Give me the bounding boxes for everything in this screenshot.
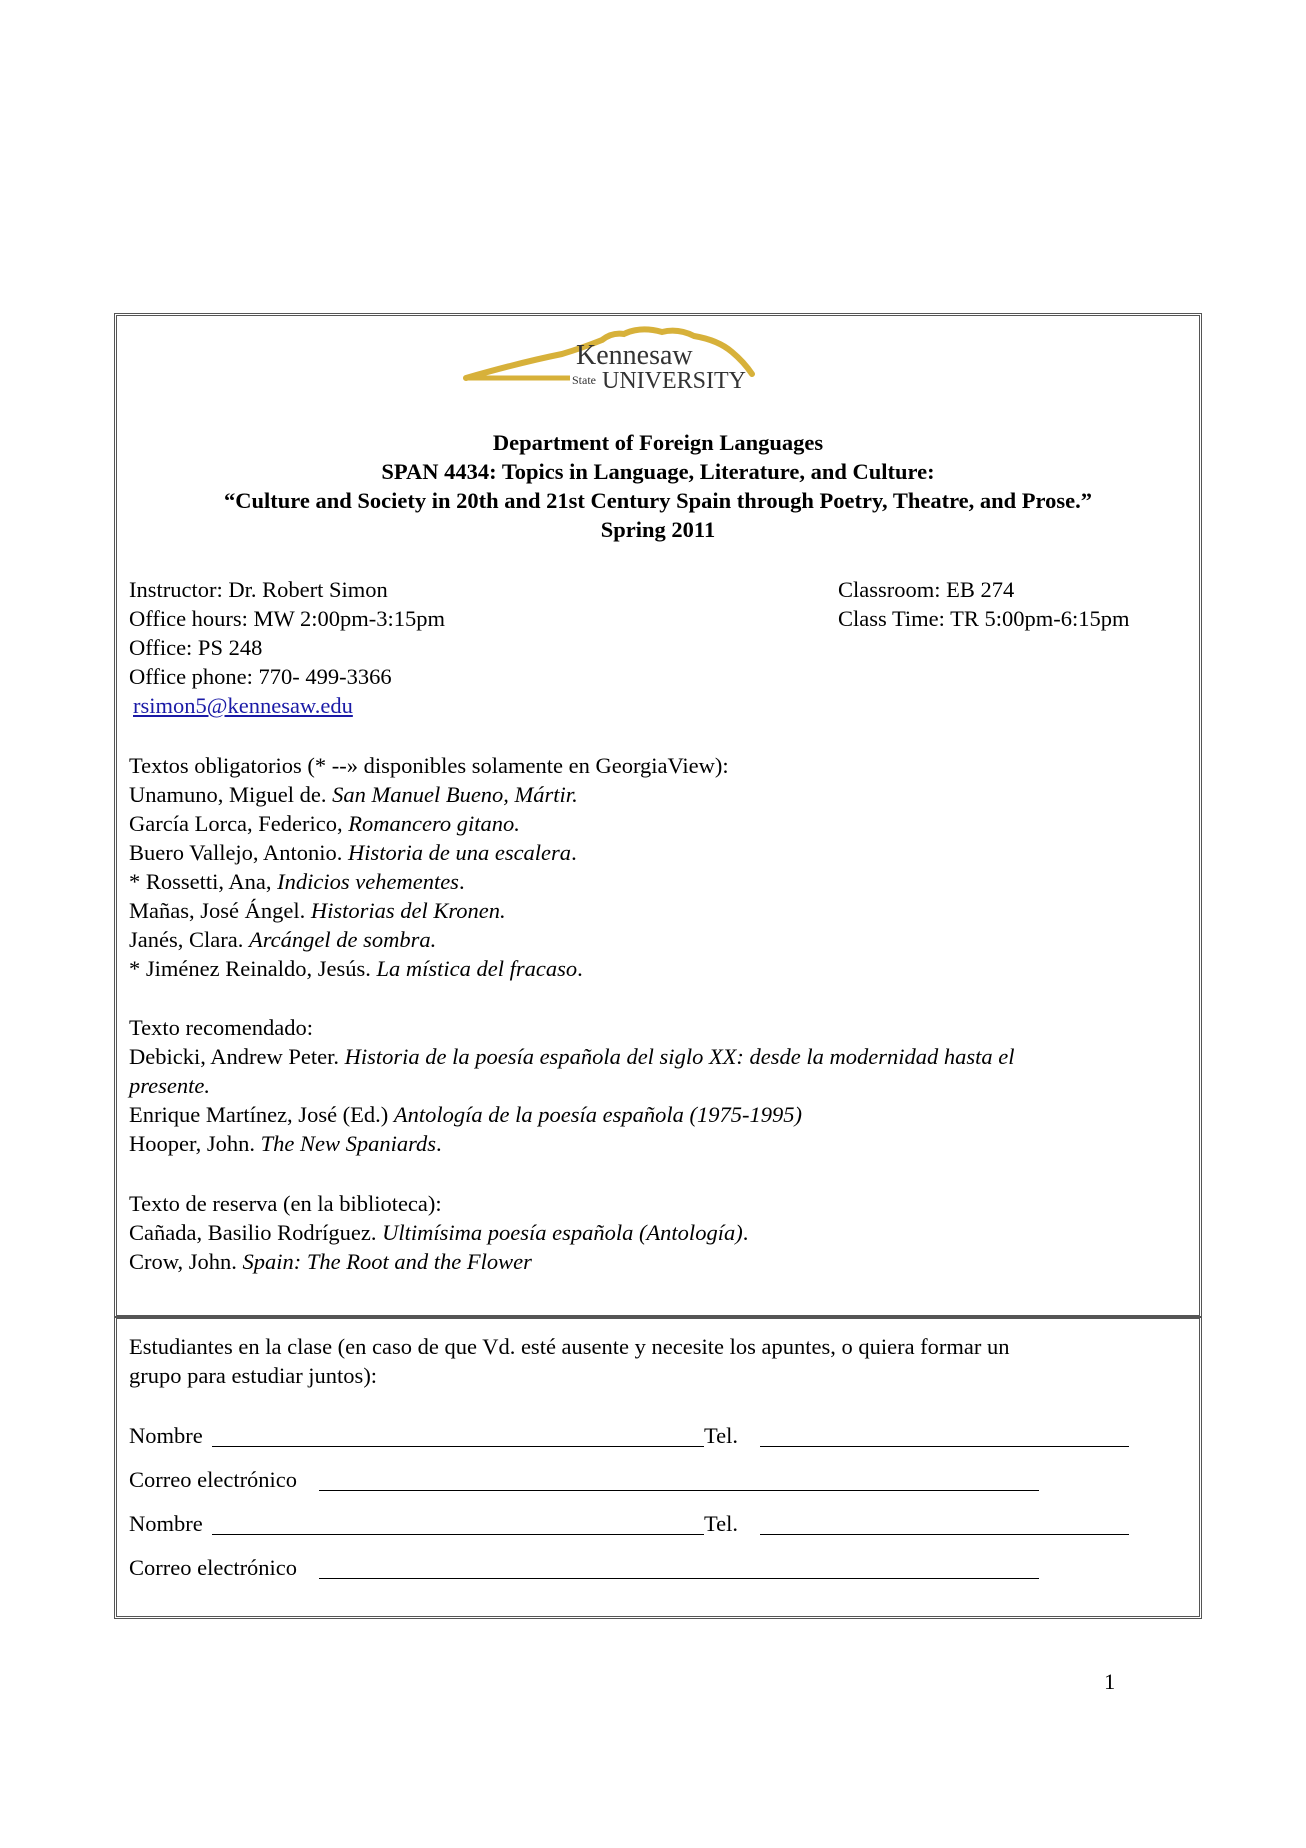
svg-text:State: State xyxy=(572,373,596,387)
name-field[interactable] xyxy=(212,1534,704,1535)
email-label: Correo electrónico xyxy=(129,1467,298,1492)
required-item: * Jiménez Reinaldo, Jesús. La mística del fracaso. xyxy=(129,956,583,981)
email-field[interactable] xyxy=(319,1490,1039,1491)
office-phone: Office phone: 770- 499-3366 xyxy=(129,664,392,689)
page-number: 1 xyxy=(1104,1669,1116,1694)
course-subtitle: “Culture and Society in 20th and 21st Century Spain through Poetry, Theatre, and Prose.” xyxy=(223,488,1092,513)
recommended-item: Debicki, Andrew Peter. Historia de la poesía española del siglo XX: desde la modernidad hasta el xyxy=(129,1044,1015,1069)
svg-text:UNIVERSITY: UNIVERSITY xyxy=(602,368,746,394)
name-label: Nombre xyxy=(129,1511,203,1536)
office: Office: PS 248 xyxy=(129,635,263,660)
svg-text:Kennesaw: Kennesaw xyxy=(576,340,693,371)
recommended-item: Enrique Martínez, José (Ed.) Antología de la poesía española (1975-1995) xyxy=(129,1102,802,1127)
reserve-item: Cañada, Basilio Rodríguez. Ultimísima poesía española (Antología). xyxy=(129,1220,749,1245)
recommended-heading: Texto recomendado: xyxy=(129,1015,313,1040)
required-item: * Rossetti, Ana, Indicios vehementes. xyxy=(129,869,465,894)
recommended-item: Hooper, John. The New Spaniards. xyxy=(129,1131,442,1156)
students-intro-cont: grupo para estudiar juntos): xyxy=(129,1363,378,1388)
term: Spring 2011 xyxy=(600,517,716,542)
instructor: Instructor: Dr. Robert Simon xyxy=(129,577,388,602)
email-field[interactable] xyxy=(319,1578,1039,1579)
email-label: Correo electrónico xyxy=(129,1555,298,1580)
name-label: Nombre xyxy=(129,1423,203,1448)
required-item: Mañas, José Ángel. Historias del Kronen. xyxy=(129,898,506,923)
kennesaw-logo xyxy=(462,318,792,398)
reserve-heading: Texto de reserva (en la biblioteca): xyxy=(129,1191,442,1216)
tel-field[interactable] xyxy=(760,1446,1129,1447)
tel-label: Tel. xyxy=(704,1423,739,1448)
classroom: Classroom: EB 274 xyxy=(838,577,1015,602)
required-item: Buero Vallejo, Antonio. Historia de una escalera. xyxy=(129,840,577,865)
required-item: Janés, Clara. Arcángel de sombra. xyxy=(129,927,437,952)
department-title: Department of Foreign Languages xyxy=(492,430,824,455)
class-time: Class Time: TR 5:00pm-6:15pm xyxy=(838,606,1130,631)
name-field[interactable] xyxy=(212,1446,704,1447)
reserve-item: Crow, John. Spain: The Root and the Flower xyxy=(129,1249,532,1274)
tel-field[interactable] xyxy=(760,1534,1129,1535)
recommended-item-cont: presente. xyxy=(129,1073,211,1098)
required-item: García Lorca, Federico, Romancero gitano. xyxy=(129,811,520,836)
email-link[interactable]: rsimon5@kennesaw.edu xyxy=(133,693,353,718)
required-item: Unamuno, Miguel de. San Manuel Bueno, Mártir. xyxy=(129,782,578,807)
required-heading: Textos obligatorios (* --» disponibles solamente en GeorgiaView): xyxy=(129,753,729,778)
students-intro: Estudiantes en la clase (en caso de que Vd. esté ausente y necesite los apuntes, o quiera formar un xyxy=(129,1334,1010,1359)
course-title: SPAN 4434: Topics in Language, Literature, and Culture: xyxy=(381,459,935,484)
office-hours: Office hours: MW 2:00pm-3:15pm xyxy=(129,606,446,631)
tel-label: Tel. xyxy=(704,1511,739,1536)
